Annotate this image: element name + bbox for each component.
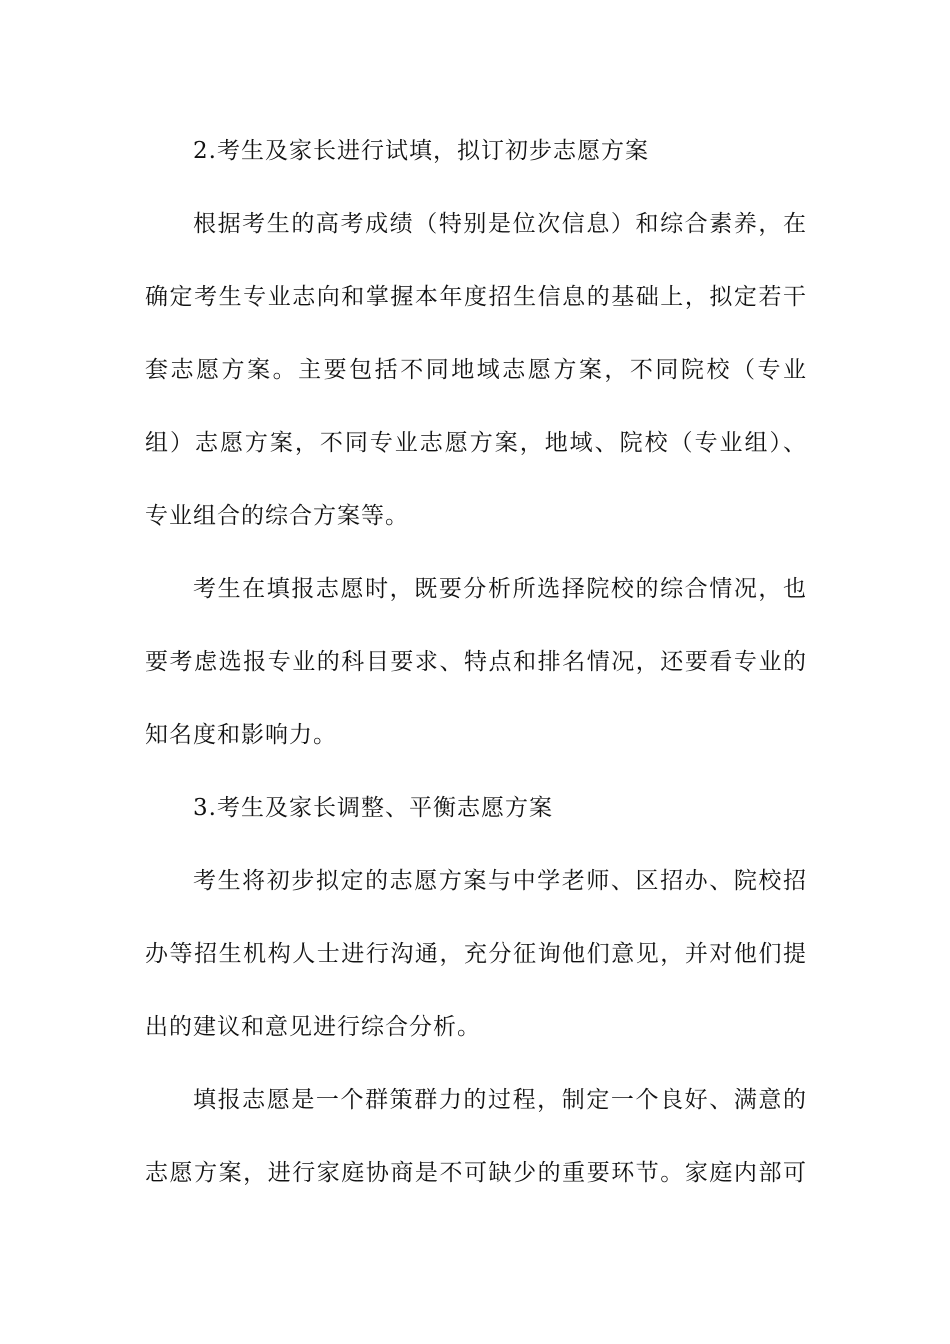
heading-line: 3.考生及家长调整、平衡志愿方案 <box>193 795 553 821</box>
paragraph-line: 出的建议和意见进行综合分析。 <box>145 1014 481 1040</box>
paragraph-line: 志愿方案，进行家庭协商是不可缺少的重要环节。家庭内部可 <box>145 1160 807 1186</box>
paragraph-line: 办等招生机构人士进行沟通，充分征询他们意见，并对他们提 <box>145 941 807 967</box>
paragraph-line: 确定考生专业志向和掌握本年度招生信息的基础上，拟定若干 <box>145 284 807 310</box>
paragraph-line: 填报志愿是一个群策群力的过程，制定一个良好、满意的 <box>193 1087 807 1113</box>
paragraph-line: 根据考生的高考成绩（特别是位次信息）和综合素养，在 <box>193 211 807 237</box>
document-body <box>145 127 807 1222</box>
paragraph-line: 考生将初步拟定的志愿方案与中学老师、区招办、院校招 <box>193 868 807 894</box>
paragraph-line: 专业组合的综合方案等。 <box>145 503 409 529</box>
paragraph-consultation <box>145 857 807 1051</box>
section-heading-3 <box>145 784 807 832</box>
paragraph-family-discussion <box>145 1076 807 1197</box>
heading-line: 2.考生及家长进行试填，拟订初步志愿方案 <box>193 138 649 164</box>
paragraph-line: 要考虑选报专业的科目要求、特点和排名情况，还要看专业的 <box>145 649 807 675</box>
paragraph-line: 考生在填报志愿时，既要分析所选择院校的综合情况，也 <box>193 576 807 602</box>
section-heading-2 <box>145 127 807 175</box>
paragraph-line: 知名度和影响力。 <box>145 722 337 748</box>
paragraph-line: 套志愿方案。主要包括不同地域志愿方案，不同院校（专业 <box>145 357 807 383</box>
paragraph-line: 组）志愿方案，不同专业志愿方案，地域、院校（专业组）、 <box>145 430 807 456</box>
paragraph-analysis <box>145 565 807 759</box>
paragraph-draft-plans <box>145 200 807 540</box>
